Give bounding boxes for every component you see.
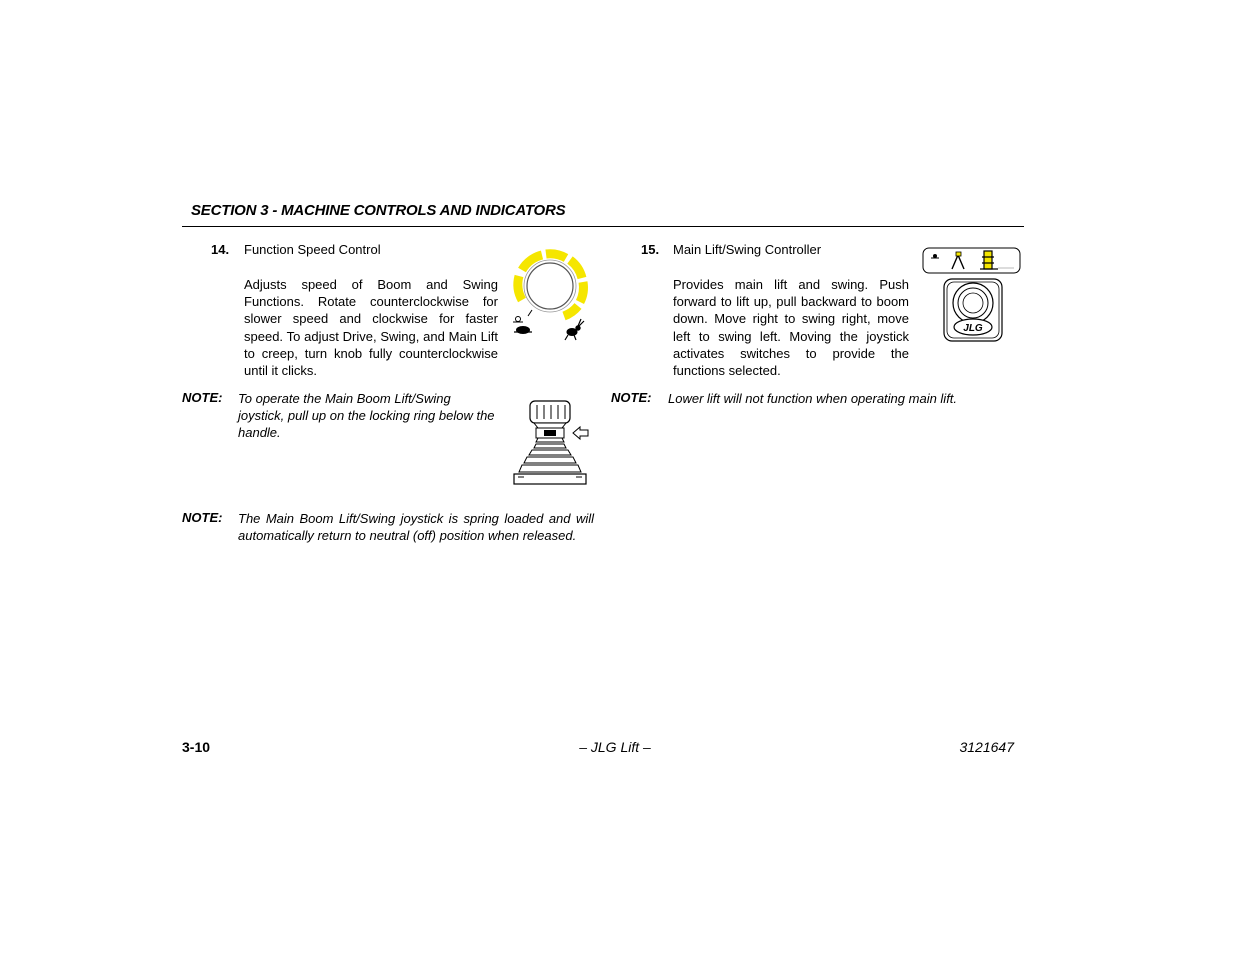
publisher-name: – JLG Lift – — [579, 739, 651, 755]
main-lift-joystick-icon — [922, 247, 1024, 347]
item-14-number: 14. — [211, 242, 230, 257]
snail-icon — [513, 317, 523, 323]
jlg-logo: JLG — [963, 323, 983, 334]
note-1-label: NOTE: — [182, 390, 223, 405]
arrow-left-icon — [573, 427, 588, 439]
note-2-text: The Main Boom Lift/Swing joystick is spring loaded and will automatically return to neutral (off) position when released. — [238, 511, 594, 544]
page-number: 3-10 — [182, 739, 211, 755]
item-15-body: Provides main lift and swing. Push forward to lift up, pull backward to boom down. Move right to swing right, move left to swing left. Moving the joystick activates switches to provide the functions selected. — [673, 277, 909, 379]
section-divider — [182, 226, 1024, 227]
joystick-lock-ring-icon — [512, 398, 592, 486]
decal-panel — [923, 248, 1020, 273]
section-title: SECTION 3 - MACHINE CONTROLS AND INDICATORS — [191, 202, 566, 219]
document-number: 3121647 — [959, 739, 1014, 755]
turtle-icon — [514, 326, 532, 334]
note-2-label: NOTE: — [182, 510, 223, 525]
note-3-text: Lower lift will not function when operating main lift. — [668, 391, 958, 406]
speed-knob-icon — [508, 248, 592, 344]
item-14-title: Function Speed Control — [244, 242, 381, 257]
joystick-boot — [519, 444, 581, 472]
note-1-text: To operate the Main Boom Lift/Swing joystick, pull up on the locking ring below the handle. — [238, 391, 495, 441]
item-14-body: Adjusts speed of Boom and Swing Functions. Rotate counterclockwise for slower speed and clockwise for faster speed. To adjust Drive, Swing, and Main Lift to creep, turn knob fully counterclockwise until it clicks. — [244, 277, 498, 379]
item-15-title: Main Lift/Swing Controller — [673, 242, 822, 257]
item-15-number: 15. — [641, 242, 660, 257]
creep-detent-mark — [528, 310, 532, 316]
note-3-label: NOTE: — [611, 390, 652, 405]
rabbit-icon — [565, 319, 584, 340]
